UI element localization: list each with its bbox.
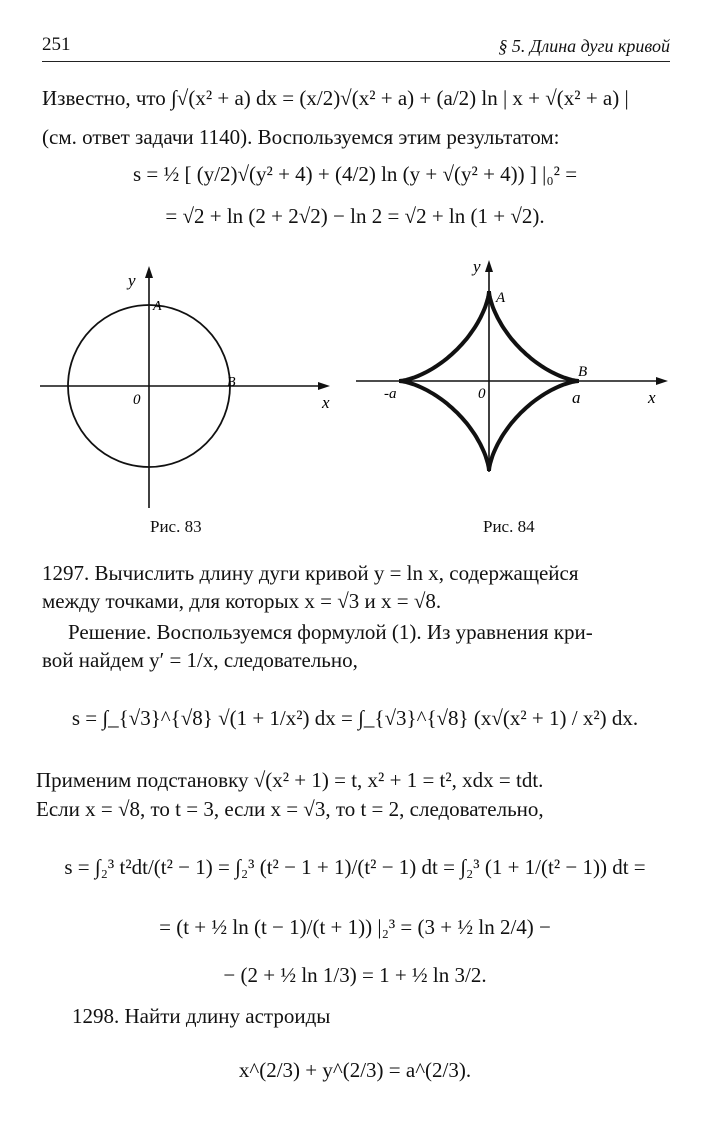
fig84-label-A: A	[496, 290, 506, 306]
fig84-y-arrow-icon	[485, 260, 493, 272]
solution-intro: Решение. Воспользуемся формулой (1). Из уравнения кри-	[68, 620, 593, 644]
substitution-line: Применим подстановку √(x² + 1) = t, x² + 1 = t², xdx = tdt.	[36, 768, 544, 792]
text-line-reference: (см. ответ задачи 1140). Воспользуемся этим результатом:	[42, 125, 560, 149]
fig84-label-a: a	[572, 388, 581, 407]
formula-arc-length-s: s = ½ [ (y/2)√(y² + 4) + (4/2) ln (y + √(y² + 4)) ] |₀² =	[132, 162, 578, 186]
limits-line: Если x = √8, то t = 3, если x = √3, то t = 2, следовательно,	[36, 797, 544, 821]
fig83-y-arrow-icon	[145, 266, 153, 278]
fig83-label-A: A	[153, 299, 162, 314]
fig83-label-y: y	[128, 271, 136, 290]
formula-evaluated: = (t + ½ ln (t − 1)/(t + 1)) |₂³ = (3 + ½ ln 2/4) −	[159, 915, 551, 939]
problem-1297-statement-cont: между точками, для которых x = √3 и x = √8.	[42, 589, 442, 613]
formula-arc-length-result: = √2 + ln (2 + 2√2) − ln 2 = √2 + ln (1 + √2).	[165, 204, 545, 228]
fig84-label-neg-a: -a	[384, 386, 397, 402]
fig83-caption: Рис. 83	[150, 517, 202, 536]
solution-derivative: вой найдем y′ = 1/x, следовательно,	[42, 648, 358, 672]
header-rule	[42, 61, 670, 62]
text-line-known-integral: Известно, что ∫√(x² + a) dx = (x/2)√(x² + a) + (a/2) ln | x + √(x² + a) |	[42, 86, 629, 110]
fig84-x-arrow-icon	[656, 377, 668, 385]
fig83-label-O: 0	[133, 392, 141, 408]
fig83-label-x: x	[322, 393, 330, 412]
fig84-label-B: B	[578, 364, 588, 380]
problem-1297-statement: 1297. Вычислить длину дуги кривой y = ln x, содержащейся	[42, 561, 579, 585]
problem-1298-statement: 1298. Найти длину астроиды	[72, 1004, 331, 1028]
formula-integral-t: s = ∫₂³ t²dt/(t² − 1) = ∫₂³ (t² − 1 + 1)/(t² − 1) dt = ∫₂³ (1 + 1/(t² − 1)) dt =	[64, 855, 646, 879]
fig83-label-B: B	[227, 375, 236, 390]
formula-astroid: x^(2/3) + y^(2/3) = a^(2/3).	[238, 1058, 472, 1082]
fig84-label-x: x	[648, 388, 656, 407]
formula-integral-sqrt: s = ∫_{√3}^{√8} √(1 + 1/x²) dx = ∫_{√3}^{√8} (x√(x² + 1) / x²) dx.	[71, 706, 639, 730]
section-title: § 5. Длина дуги кривой	[498, 36, 670, 56]
fig84-label-O: 0	[478, 386, 486, 402]
fig84-caption: Рис. 84	[483, 517, 535, 536]
figure-84-astroid	[352, 250, 682, 480]
formula-final-result: − (2 + ½ ln 1/3) = 1 + ½ ln 3/2.	[223, 963, 487, 987]
fig83-x-arrow-icon	[318, 382, 330, 390]
page-number: 251	[42, 34, 71, 55]
figure-83-circle	[30, 262, 350, 512]
fig84-label-y: y	[473, 257, 481, 276]
